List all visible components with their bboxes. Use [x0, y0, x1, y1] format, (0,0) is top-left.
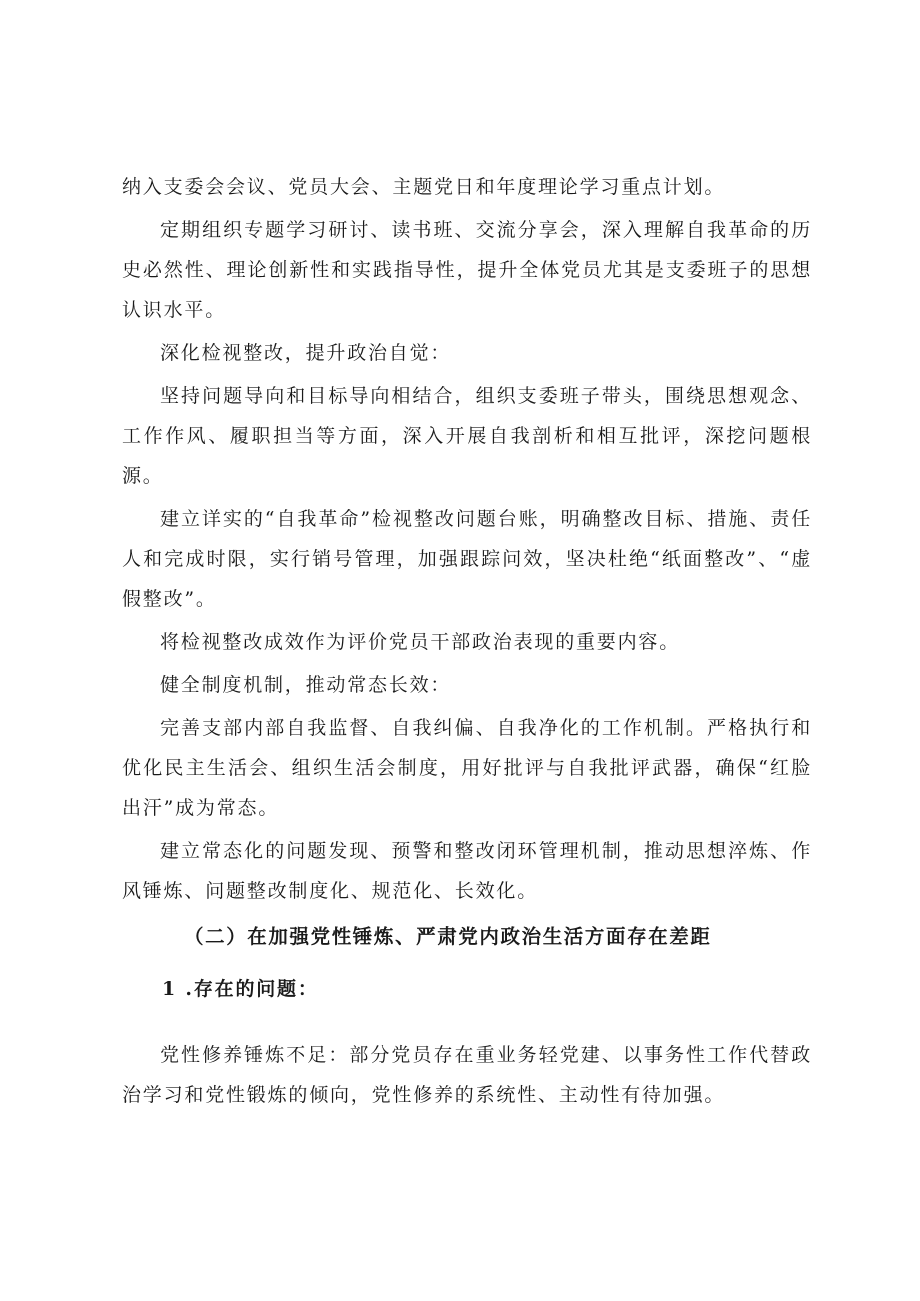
section-heading: （二）在加强党性锤炼、严肃党内政治生活方面存在差距: [184, 925, 712, 948]
paragraph-heading-mechanism: 健全制度机制，推动常态长效：: [160, 674, 452, 696]
sub-heading: 1 .存在的问题：: [162, 978, 319, 1000]
paragraph-heading-deepen-review: 深化检视整改，提升政治自觉：: [160, 342, 452, 364]
paragraph-closed-loop: 建立常态化的问题发现、预警和整改闭环管理机制，推动思想淬炼、作风锤炼、问题整改制度化、规范化、长效化。: [122, 840, 812, 902]
paragraph-supervision-mechanism: 完善支部内部自我监督、自我纠偏、自我净化的工作机制。严格执行和优化民主生活会、组织生活会制度，用好批评与自我批评武器，确保“红脸出汗”成为常态。: [122, 717, 812, 819]
paragraph-continuation: 纳入支委会会议、党员大会、主题党日和年度理论学习重点计划。: [122, 176, 726, 198]
paragraph-party-spirit: 党性修养锤炼不足：部分党员存在重业务轻党建、以事务性工作代替政治学习和党性锻炼的倾向，党性修养的系统性、主动性有待加强。: [122, 1044, 812, 1106]
document-body: [122, 167, 812, 1118]
paragraph-rectification-ledger: 建立详实的“自我革命”检视整改问题台账，明确整改目标、措施、责任人和完成时限，实行销号管理，加强跟踪问效，坚决杜绝“纸面整改”、“虚假整改”。: [122, 508, 812, 610]
paragraph-study-seminars: 定期组织专题学习研讨、读书班、交流分享会，深入理解自我革命的历史必然性、理论创新性和实践指导性，提升全体党员尤其是支委班子的思想认识水平。: [122, 219, 812, 321]
paragraph-evaluation: 将检视整改成效作为评价党员干部政治表现的重要内容。: [160, 631, 681, 653]
paragraph-problem-orientation: 坚持问题导向和目标导向相结合，组织支委班子带头，围绕思想观念、工作作风、履职担当等方面，深入开展自我剖析和相互批评，深挖问题根源。: [122, 385, 812, 487]
